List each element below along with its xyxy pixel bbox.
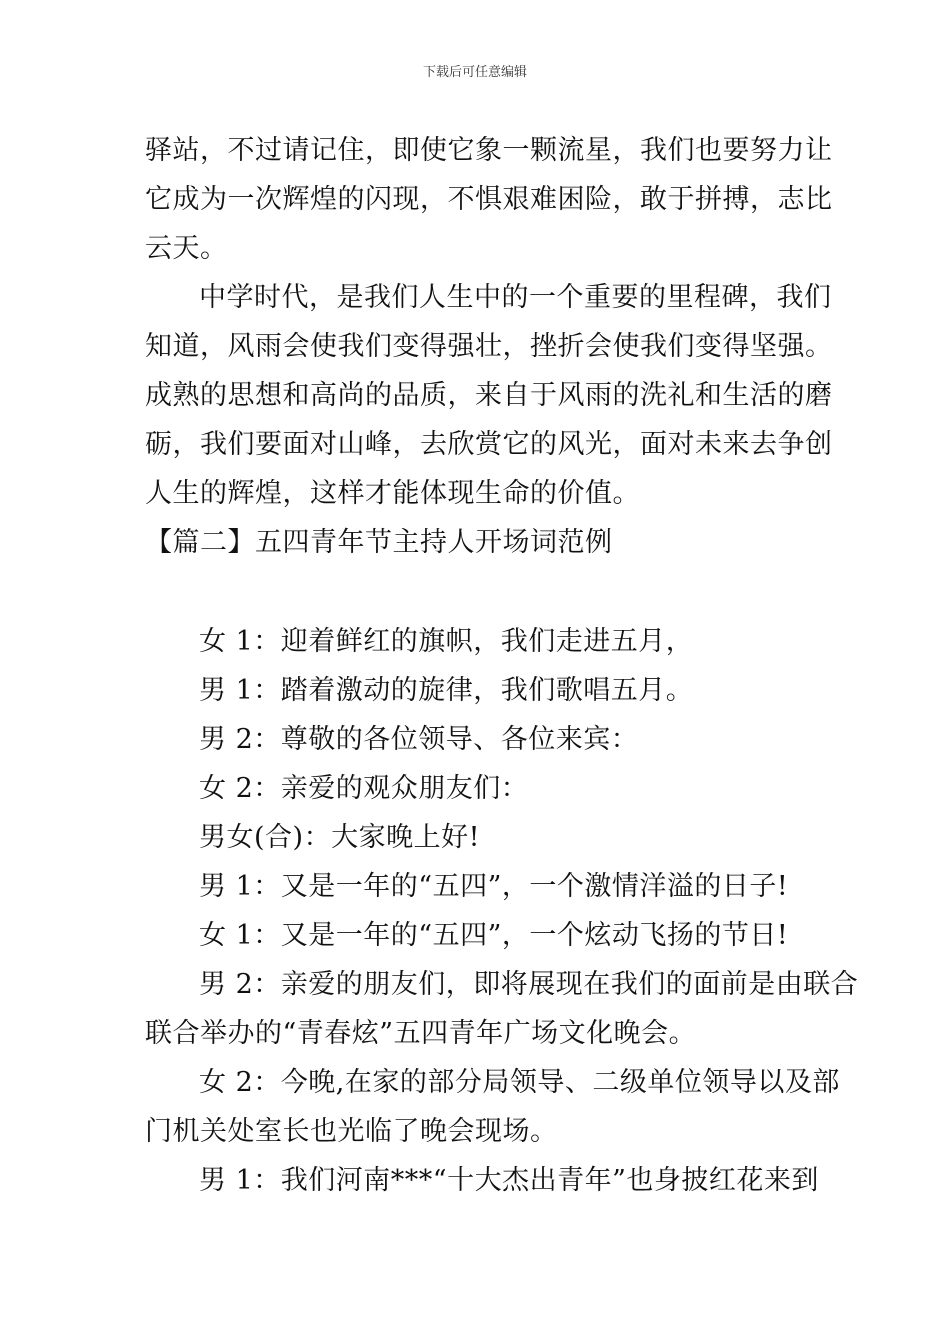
script-line: 女 1：迎着鲜红的旗帜，我们走进五月， [199, 626, 694, 657]
script-line: 女 2：今晚,在家的部分局领导、二级单位领导以及部 [199, 1067, 840, 1098]
script-line: 男 2：尊敬的各位领导、各位来宾： [199, 724, 639, 755]
text-line: 中学时代，是我们人生中的一个重要的里程碑，我们 [199, 282, 832, 313]
script-line: 女 2：亲爱的观众朋友们： [199, 773, 529, 804]
text-line: 云天。 [145, 233, 228, 264]
paragraph-2 [145, 273, 833, 518]
script-line: 男 1：又是一年的“五四”，一个激情洋溢的日子! [199, 871, 789, 902]
spacer [145, 567, 810, 617]
paragraph-1 [145, 126, 833, 273]
script-line: 男 1：我们河南***“十大杰出青年”也身披红花来到 [199, 1165, 819, 1196]
host-script [145, 617, 859, 1205]
text-line: 它成为一次辉煌的闪现，不惧艰难困险，敢于拼搏，志比 [145, 184, 833, 215]
script-line: 男 1：踏着激动的旋律，我们歌唱五月。 [199, 675, 694, 706]
script-line: 男女(合)：大家晚上好! [199, 822, 480, 853]
script-line: 联合举办的“青春炫”五四青年广场文化晚会。 [145, 1018, 697, 1049]
text-line: 人生的辉煌，这样才能体现生命的价值。 [145, 478, 640, 509]
script-line: 男 2：亲爱的朋友们，即将展现在我们的面前是由联合 [199, 969, 859, 1000]
text-line: 知道，风雨会使我们变得强壮，挫折会使我们变得坚强。 [145, 331, 833, 362]
script-line: 女 1：又是一年的“五四”，一个炫动飞扬的节日! [199, 920, 789, 951]
document-body [145, 126, 859, 1205]
script-line: 门机关处室长也光临了晚会现场。 [145, 1116, 558, 1147]
text-line: 砺，我们要面对山峰，去欣赏它的风光，面对未来去争创 [145, 429, 833, 460]
text-line: 成熟的思想和高尚的品质，来自于风雨的洗礼和生活的磨 [145, 380, 833, 411]
text-line: 驿站，不过请记住，即使它象一颗流星，我们也要努力让 [145, 135, 833, 166]
page-header: 下载后可任意编辑 [422, 65, 527, 80]
section-title: 【篇二】五四青年节主持人开场词范例 [145, 527, 613, 558]
